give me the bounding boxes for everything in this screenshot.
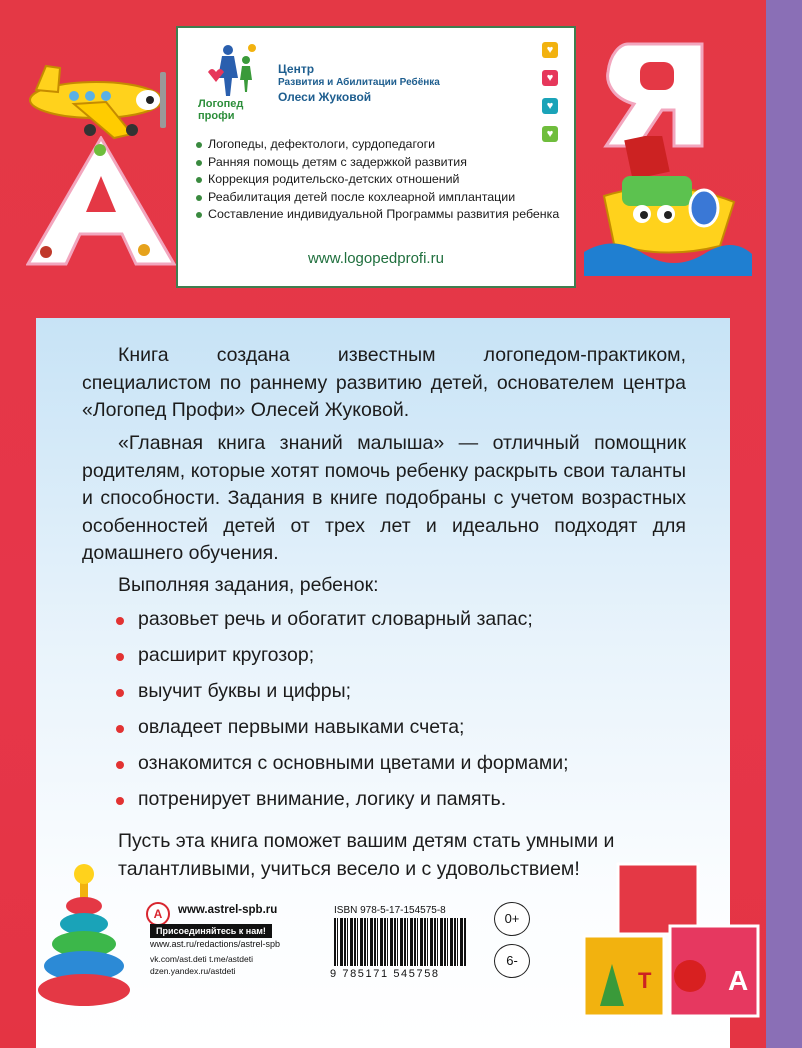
letter-a-decoration bbox=[26, 136, 176, 266]
publisher-website[interactable]: www.astrel-spb.ru bbox=[178, 904, 278, 916]
benefit-item bbox=[118, 788, 506, 811]
benefit-text: разовьет речь и обогатит словарный запас; bbox=[138, 608, 533, 630]
org-line-1: Центр bbox=[278, 62, 315, 76]
barcode-digits: 9 785171 545758 bbox=[330, 968, 440, 980]
paragraph-book: «Главная книга знаний малыша» — отличный помощник родителям, которые хотят помочь ребенку раскрыть свои таланты и способности. Задания в книге подобраны с учетом возрастных особенностей детей от трех лет и идеально подходят для домашнего обучения. bbox=[82, 432, 686, 564]
description-panel bbox=[36, 318, 730, 898]
heart-icon: ♥ bbox=[542, 42, 558, 58]
service-item: Составление индивидуальной Программы развития ребенка bbox=[196, 206, 564, 224]
center-website-link[interactable]: www.logopedprofi.ru bbox=[308, 250, 444, 267]
barcode bbox=[334, 918, 466, 966]
logo-line-1: Логопед bbox=[198, 98, 244, 110]
logoped-profi-logo-icon bbox=[200, 42, 262, 98]
closing-paragraph: Пусть эта книга поможет вашим детям стать умными и талантливыми, учиться весело и с удовольствием! bbox=[118, 830, 615, 880]
benefit-text: потренирует внимание, логику и память. bbox=[138, 788, 507, 810]
cube-letter-t: Т bbox=[638, 968, 652, 993]
list-intro: Выполняя задания, ребенок: bbox=[118, 574, 379, 596]
benefit-item bbox=[118, 680, 351, 703]
social-link-vk[interactable] bbox=[150, 954, 253, 964]
services-list bbox=[196, 136, 564, 224]
toy-cubes-illustration bbox=[578, 856, 764, 1046]
publisher-redactions-link[interactable]: www.ast.ru/redactions/astrel-spb bbox=[150, 939, 281, 949]
pyramid-toy-illustration bbox=[36, 862, 134, 1012]
age-rating-badge: 0+ bbox=[494, 902, 530, 936]
service-item: Реабилитация детей после кохлеарной имплантации bbox=[196, 189, 564, 207]
org-line-3: Олеси Жуковой bbox=[278, 90, 372, 104]
boat-illustration bbox=[584, 136, 752, 276]
benefit-text: ознакомится с основными цветами и формами; bbox=[138, 752, 569, 774]
benefit-text: выучит буквы и цифры; bbox=[138, 680, 352, 702]
organization-name bbox=[278, 62, 440, 104]
letter-ya-decoration bbox=[598, 40, 708, 150]
benefit-item bbox=[118, 644, 314, 667]
paragraph-author: Книга создана известным логопедом-практиком, специалистом по раннему развитию детей, основателем центра «Логопед Профи» Олесей Жуковой. bbox=[82, 344, 686, 421]
benefit-text: овладеет первыми навыками счета; bbox=[138, 716, 465, 738]
social-link-dzen[interactable]: dzen.yandex.ru/astdeti bbox=[150, 966, 236, 976]
logo-line-2: профи bbox=[198, 110, 235, 122]
heart-icon: ♥ bbox=[542, 98, 558, 114]
logo-wordmark bbox=[198, 98, 243, 122]
book-spine bbox=[766, 0, 802, 1048]
social-vk-text: vk.com/ast.deti bbox=[150, 954, 207, 964]
benefit-item bbox=[118, 716, 464, 739]
center-info-card bbox=[176, 26, 576, 288]
benefit-item bbox=[118, 608, 533, 631]
age-rating-badge: 6- bbox=[494, 944, 530, 978]
service-item: Логопеды, дефектологи, сурдопедагоги bbox=[196, 136, 564, 154]
benefit-item bbox=[118, 752, 569, 775]
heart-icon: ♥ bbox=[542, 70, 558, 86]
benefit-text: расширит кругозор; bbox=[138, 644, 315, 666]
cube-letter-a: А bbox=[728, 965, 749, 996]
service-item: Коррекция родительско-детских отношений bbox=[196, 171, 564, 189]
publisher-logo-icon: А bbox=[146, 902, 170, 926]
service-item: Ранняя помощь детям с задержкой развития bbox=[196, 154, 564, 172]
org-line-2: Развития и Абилитации Ребёнка bbox=[278, 77, 440, 88]
join-us-banner: Присоединяйтесь к нам! bbox=[150, 924, 272, 938]
social-tg-text: t.me/astdeti bbox=[209, 954, 253, 964]
isbn-label: ISBN 978-5-17-154575-8 bbox=[334, 905, 446, 916]
heart-icon: ♥ bbox=[542, 126, 558, 142]
